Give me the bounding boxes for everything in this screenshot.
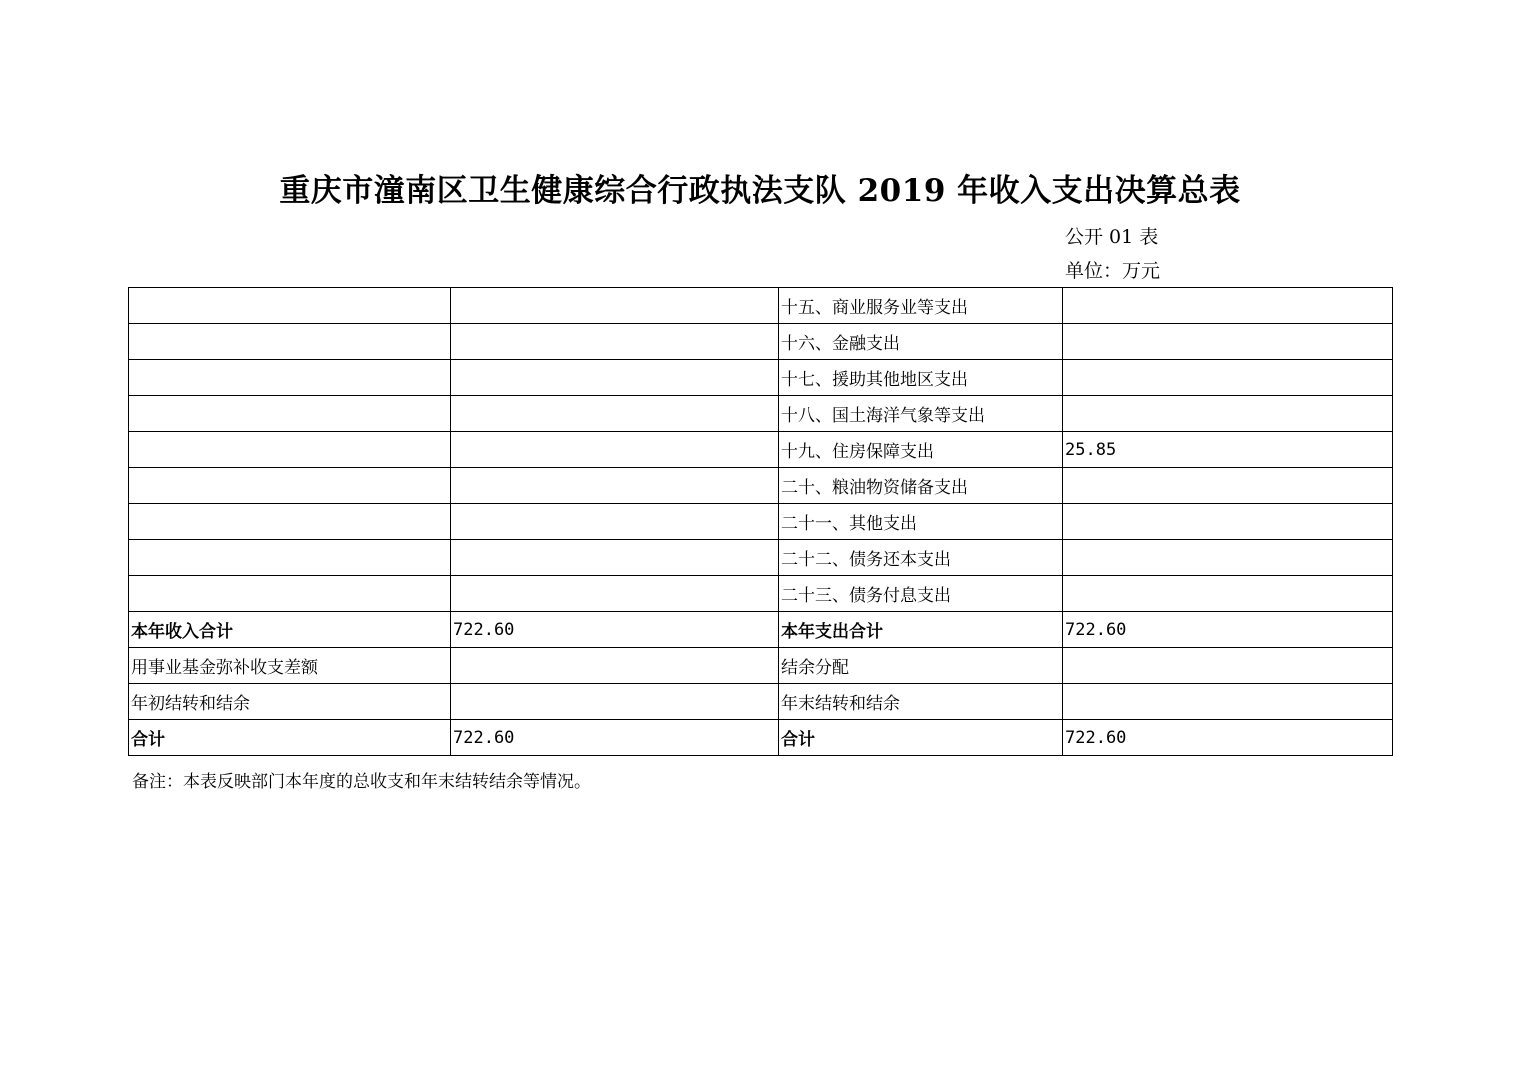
income-item-cell bbox=[129, 396, 451, 432]
income-amount-cell: 722.60 bbox=[451, 720, 779, 756]
income-item-cell bbox=[129, 324, 451, 360]
table-row bbox=[129, 684, 1393, 720]
expense-item-cell: 二十、粮油物资储备支出 bbox=[779, 468, 1063, 504]
expense-amount-cell: 722.60 bbox=[1063, 720, 1393, 756]
table-row bbox=[129, 468, 1393, 504]
income-amount-cell bbox=[451, 288, 779, 324]
income-item-cell bbox=[129, 432, 451, 468]
table-row bbox=[129, 432, 1393, 468]
income-amount-cell bbox=[451, 540, 779, 576]
income-item-cell bbox=[129, 504, 451, 540]
table-row bbox=[129, 504, 1393, 540]
expense-amount-cell bbox=[1063, 504, 1393, 540]
expense-amount-cell bbox=[1063, 396, 1393, 432]
income-item-cell bbox=[129, 468, 451, 504]
table-row bbox=[129, 324, 1393, 360]
table-row bbox=[129, 648, 1393, 684]
income-item-cell: 年初结转和结余 bbox=[129, 684, 451, 720]
expense-amount-cell: 25.85 bbox=[1063, 432, 1393, 468]
expense-item-cell: 十八、国土海洋气象等支出 bbox=[779, 396, 1063, 432]
income-item-cell bbox=[129, 288, 451, 324]
table-row bbox=[129, 360, 1393, 396]
table-row bbox=[129, 612, 1393, 648]
expense-item-cell: 二十二、债务还本支出 bbox=[779, 540, 1063, 576]
expense-amount-cell bbox=[1063, 324, 1393, 360]
expense-item-cell: 十九、住房保障支出 bbox=[779, 432, 1063, 468]
expense-item-cell: 结余分配 bbox=[779, 648, 1063, 684]
expense-item-cell: 合计 bbox=[779, 720, 1063, 756]
unit-label: 单位：万元 bbox=[1065, 260, 1161, 282]
expense-item-cell: 十七、援助其他地区支出 bbox=[779, 360, 1063, 396]
table-code: 公开 01 表 bbox=[1065, 226, 1159, 248]
table-row bbox=[129, 288, 1393, 324]
expense-amount-cell bbox=[1063, 684, 1393, 720]
expense-item-cell: 年末结转和结余 bbox=[779, 684, 1063, 720]
expense-item-cell: 二十三、债务付息支出 bbox=[779, 576, 1063, 612]
expense-item-cell: 二十一、其他支出 bbox=[779, 504, 1063, 540]
table-row bbox=[129, 396, 1393, 432]
income-amount-cell bbox=[451, 324, 779, 360]
income-amount-cell bbox=[451, 432, 779, 468]
income-amount-cell bbox=[451, 396, 779, 432]
budget-table bbox=[128, 287, 1393, 756]
expense-amount-cell bbox=[1063, 468, 1393, 504]
income-amount-cell bbox=[451, 648, 779, 684]
table-body bbox=[129, 288, 1393, 756]
income-item-cell bbox=[129, 576, 451, 612]
expense-amount-cell: 722.60 bbox=[1063, 612, 1393, 648]
expense-amount-cell bbox=[1063, 576, 1393, 612]
expense-amount-cell bbox=[1063, 648, 1393, 684]
income-amount-cell bbox=[451, 576, 779, 612]
footnote: 备注：本表反映部门本年度的总收支和年末结转结余等情况。 bbox=[132, 772, 591, 792]
expense-item-cell: 十五、商业服务业等支出 bbox=[779, 288, 1063, 324]
income-amount-cell bbox=[451, 684, 779, 720]
table-row bbox=[129, 576, 1393, 612]
income-item-cell: 本年收入合计 bbox=[129, 612, 451, 648]
income-amount-cell bbox=[451, 468, 779, 504]
page-title: 重庆市潼南区卫生健康综合行政执法支队 2019 年收入支出决算总表 bbox=[279, 173, 1241, 209]
income-item-cell bbox=[129, 540, 451, 576]
income-amount-cell bbox=[451, 360, 779, 396]
income-item-cell: 用事业基金弥补收支差额 bbox=[129, 648, 451, 684]
expense-amount-cell bbox=[1063, 540, 1393, 576]
expense-item-cell: 十六、金融支出 bbox=[779, 324, 1063, 360]
income-item-cell: 合计 bbox=[129, 720, 451, 756]
table-row bbox=[129, 720, 1393, 756]
expense-item-cell: 本年支出合计 bbox=[779, 612, 1063, 648]
income-amount-cell: 722.60 bbox=[451, 612, 779, 648]
expense-amount-cell bbox=[1063, 288, 1393, 324]
income-item-cell bbox=[129, 360, 451, 396]
expense-amount-cell bbox=[1063, 360, 1393, 396]
table-row bbox=[129, 540, 1393, 576]
income-amount-cell bbox=[451, 504, 779, 540]
